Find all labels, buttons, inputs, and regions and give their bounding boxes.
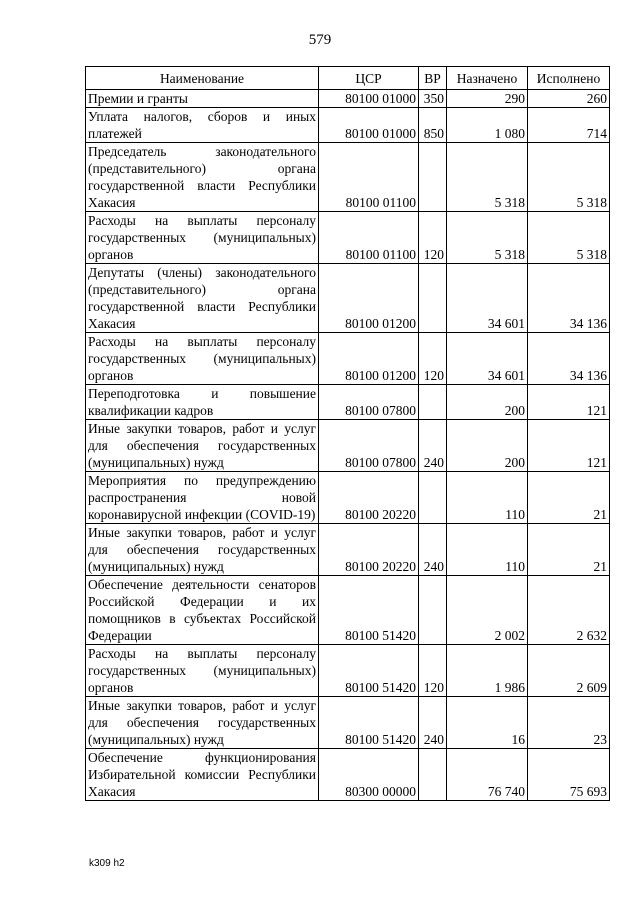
row-assigned: 290	[447, 90, 528, 108]
table-row	[86, 420, 610, 472]
row-assigned: 110	[447, 472, 528, 524]
row-executed: 21	[528, 524, 610, 576]
row-vr: 120	[419, 645, 447, 697]
row-csr: 80100 07800	[319, 385, 419, 420]
row-assigned: 34 601	[447, 264, 528, 333]
table-row	[86, 524, 610, 576]
budget-table	[85, 66, 610, 801]
row-csr: 80100 07800	[319, 420, 419, 472]
row-assigned: 76 740	[447, 749, 528, 801]
row-assigned: 110	[447, 524, 528, 576]
row-name: Иные закупки товаров, работ и услуг для обеспечения государственных (муниципальных) нужд	[86, 420, 319, 472]
table-row	[86, 697, 610, 749]
row-csr: 80100 01000	[319, 108, 419, 143]
row-csr: 80300 00000	[319, 749, 419, 801]
row-csr: 80100 01100	[319, 143, 419, 212]
table-row	[86, 645, 610, 697]
row-csr: 80100 51420	[319, 645, 419, 697]
row-assigned: 16	[447, 697, 528, 749]
header-csr: ЦСР	[319, 67, 419, 90]
row-assigned: 5 318	[447, 212, 528, 264]
row-csr: 80100 01000	[319, 90, 419, 108]
row-assigned: 2 002	[447, 576, 528, 645]
table-row	[86, 143, 610, 212]
table-row	[86, 90, 610, 108]
header-assigned: Назначено	[447, 67, 528, 90]
row-name: Переподготовка и повышение квалификации кадров	[86, 385, 319, 420]
row-vr: 120	[419, 333, 447, 385]
row-name: Депутаты (члены) законодательного (представительного) органа государственной власти Республики Хакасия	[86, 264, 319, 333]
row-vr: 240	[419, 420, 447, 472]
row-vr: 120	[419, 212, 447, 264]
row-assigned: 34 601	[447, 333, 528, 385]
header-name: Наименование	[86, 67, 319, 90]
row-executed: 5 318	[528, 143, 610, 212]
row-name: Уплата налогов, сборов и иных платежей	[86, 108, 319, 143]
row-assigned: 200	[447, 420, 528, 472]
table-row	[86, 472, 610, 524]
row-name: Премии и гранты	[86, 90, 319, 108]
row-vr	[419, 749, 447, 801]
row-csr: 80100 01100	[319, 212, 419, 264]
row-executed: 34 136	[528, 264, 610, 333]
row-vr: 240	[419, 697, 447, 749]
row-vr: 850	[419, 108, 447, 143]
row-assigned: 5 318	[447, 143, 528, 212]
row-name: Мероприятия по предупреждению распространения новой коронавирусной инфекции (COVID-19)	[86, 472, 319, 524]
row-vr: 240	[419, 524, 447, 576]
row-csr: 80100 51420	[319, 576, 419, 645]
footer-code: k309 h2	[89, 858, 125, 869]
table-row	[86, 264, 610, 333]
row-name: Расходы на выплаты персоналу государственных (муниципальных) органов	[86, 212, 319, 264]
row-name: Председатель законодательного (представительного) органа государственной власти Республики Хакасия	[86, 143, 319, 212]
row-executed: 75 693	[528, 749, 610, 801]
table-row	[86, 749, 610, 801]
row-assigned: 200	[447, 385, 528, 420]
row-assigned: 1 080	[447, 108, 528, 143]
row-vr	[419, 576, 447, 645]
row-assigned: 1 986	[447, 645, 528, 697]
table-row	[86, 212, 610, 264]
row-executed: 5 318	[528, 212, 610, 264]
row-executed: 260	[528, 90, 610, 108]
row-name: Расходы на выплаты персоналу государственных (муниципальных) органов	[86, 645, 319, 697]
row-vr	[419, 264, 447, 333]
table-row	[86, 576, 610, 645]
row-vr: 350	[419, 90, 447, 108]
page-number: 579	[308, 32, 332, 48]
row-name: Иные закупки товаров, работ и услуг для обеспечения государственных (муниципальных) нужд	[86, 524, 319, 576]
table-row	[86, 108, 610, 143]
header-executed: Исполнено	[528, 67, 610, 90]
table-row	[86, 333, 610, 385]
row-executed: 2 632	[528, 576, 610, 645]
row-name: Расходы на выплаты персоналу государственных (муниципальных) органов	[86, 333, 319, 385]
row-executed: 34 136	[528, 333, 610, 385]
row-vr	[419, 472, 447, 524]
row-executed: 23	[528, 697, 610, 749]
row-csr: 80100 20220	[319, 472, 419, 524]
table-row	[86, 385, 610, 420]
row-vr	[419, 143, 447, 212]
row-name: Обеспечение функционирования Избирательной комиссии Республики Хакасия	[86, 749, 319, 801]
row-executed: 2 609	[528, 645, 610, 697]
row-csr: 80100 51420	[319, 697, 419, 749]
row-csr: 80100 01200	[319, 264, 419, 333]
header-vr: ВР	[419, 67, 447, 90]
row-name: Иные закупки товаров, работ и услуг для обеспечения государственных (муниципальных) нужд	[86, 697, 319, 749]
row-vr	[419, 385, 447, 420]
row-csr: 80100 01200	[319, 333, 419, 385]
row-executed: 21	[528, 472, 610, 524]
header-row	[86, 67, 610, 90]
row-name: Обеспечение деятельности сенаторов Российской Федерации и их помощников в субъектах Российской Федерации	[86, 576, 319, 645]
row-executed: 714	[528, 108, 610, 143]
row-executed: 121	[528, 385, 610, 420]
row-executed: 121	[528, 420, 610, 472]
row-csr: 80100 20220	[319, 524, 419, 576]
